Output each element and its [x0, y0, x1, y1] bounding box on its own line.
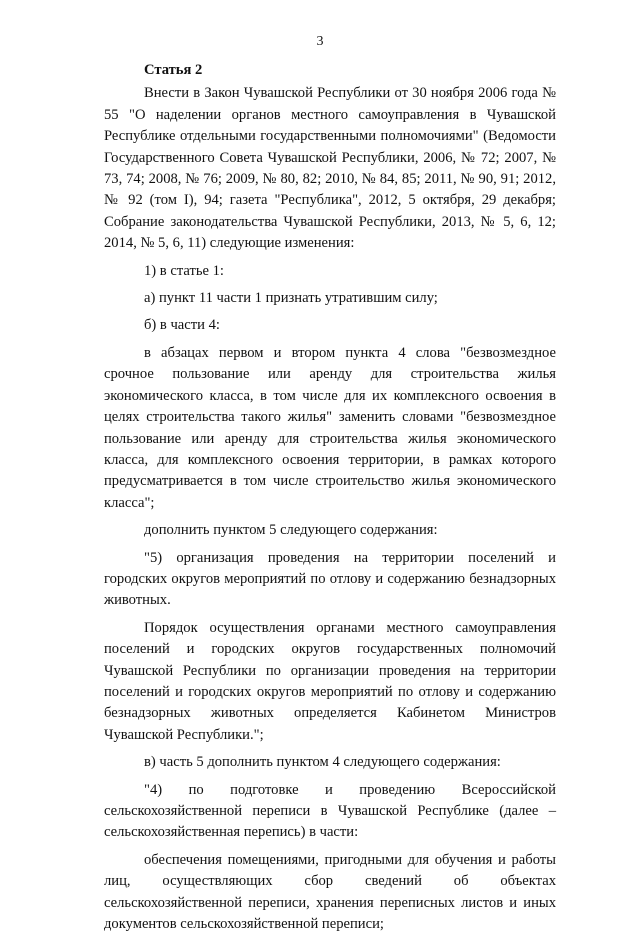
paragraph-point-5: "5) организация проведения на территории поселений и городских округов мероприятий по отлову и содержанию безнадзорных животных.: [104, 549, 556, 609]
paragraph-intro: Внести в Закон Чувашской Республики от 30 ноября 2006 года № 55 "О наделении органов местного самоуправления в Чувашской Республике отдельными государственными полномочиями" (Ведомости Государственного Совета Чувашской Республики, 2006, № 72; 2007, № 73, 74; 2008, № 76; 2009, № 80, 82; 2010, № 84, 85; 2011, № 90, 91; 2012, № 92 (том I), 94; газета "Республика", 2012, 5 октября, 29 декабря; Собрание законодательства Чувашской Республики, 2013, № 5, 6, 12; 2014, № 5, 6, 11) следующие изменения:: [104, 85, 556, 252]
article-heading: Статья 2: [144, 62, 203, 78]
paragraph-item-v: в) часть 5 дополнить пунктом 4 следующего содержания:: [144, 754, 501, 771]
paragraph-add-point-5: дополнить пунктом 5 следующего содержания:: [144, 522, 438, 539]
paragraph-procedure: Порядок осуществления органами местного самоуправления поселений и городских округов государственных полномочий Чувашской Республики по организации проведения на территории поселений и городских округов мероприятий по отлову и содержанию безнадзорных животных определяется Кабинетом Министров Чувашской Республики.";: [104, 619, 556, 743]
paragraph-item-1: 1) в статье 1:: [144, 262, 224, 279]
paragraph-premises: обеспечения помещениями, пригодными для обучения и работы лиц, осуществляющих сбор сведений об объектах сельскохозяйственной переписи, хранения переписных листов и иных документов сельскохозяйственной переписи;: [104, 851, 556, 933]
paragraph-item-b: б) в части 4:: [144, 317, 220, 334]
paragraph-amendment-text: в абзацах первом и втором пункта 4 слова "безвозмездное срочное пользование или аренду для строительства жилья экономического класса, в том числе для их комплексного освоения в целях строительства такого жилья" заменить словами "безвозмездное пользование или аренду для строительства жилья экономического класса, для комплексного освоения территории, в рамках которого предусматривается в том числе строительство жилья экономического класса";: [104, 344, 556, 511]
paragraph-item-a: а) пункт 11 части 1 признать утратившим силу;: [144, 290, 438, 307]
paragraph-point-4: "4) по подготовке и проведению Всероссийской сельскохозяйственной переписи в Чувашской Республике (далее – сельскохозяйственная перепись) в части:: [104, 781, 556, 841]
page-number: 3: [316, 34, 324, 49]
document-body: [104, 60, 556, 935]
